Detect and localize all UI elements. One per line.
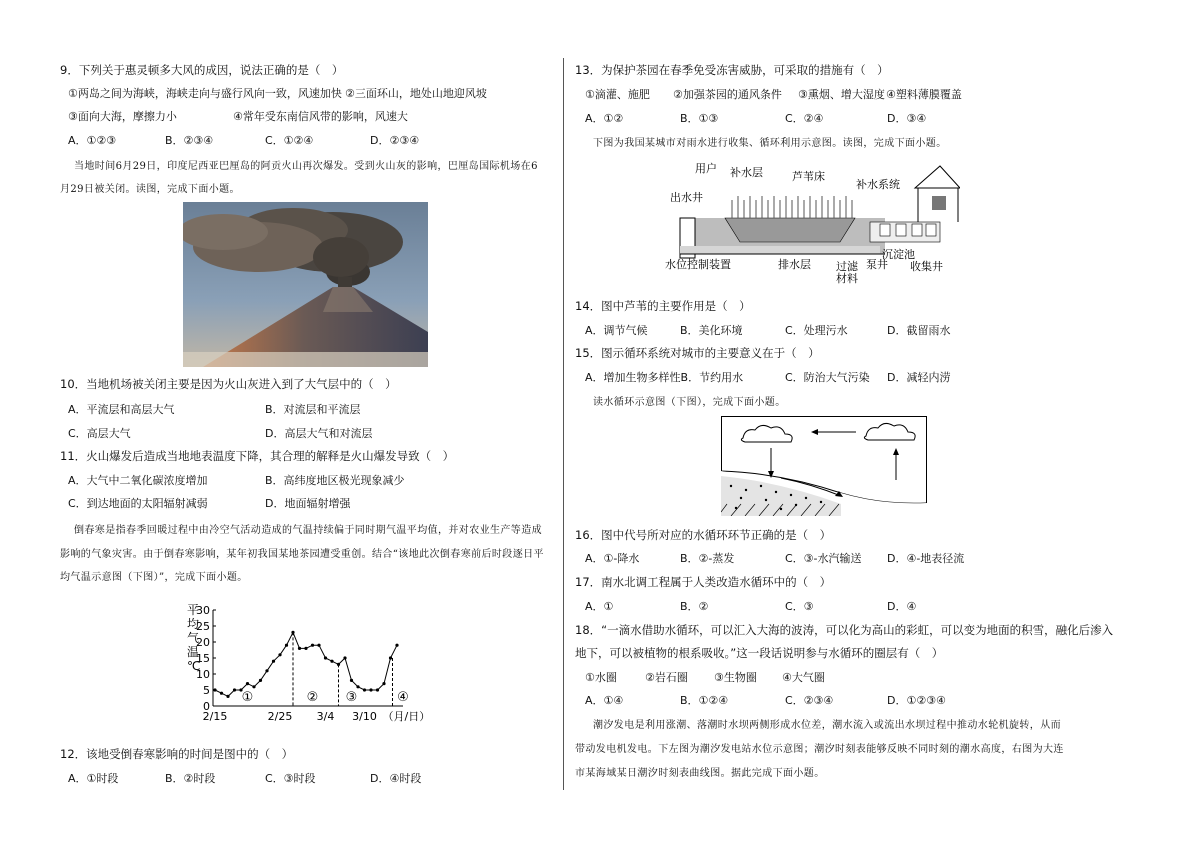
x-tick-label: 3/10 — [352, 710, 377, 723]
q9-option-d: D．②③④ — [370, 134, 420, 147]
q14-option-b: B．美化环境 — [680, 324, 743, 337]
q18-item-4: ④大气圈 — [782, 671, 825, 684]
q18-item-3: ③生物圈 — [714, 671, 757, 684]
data-point — [213, 688, 216, 691]
data-point — [389, 656, 392, 659]
q14-option-d: D．截留雨水 — [887, 324, 951, 337]
q13-item-2: ②加强茶园的通风条件 — [673, 88, 782, 101]
water-cycle-diagram — [721, 416, 927, 516]
q10-option-a: A．平流层和高层大气 — [68, 403, 175, 416]
q12-option-a: A．①时段 — [68, 772, 119, 785]
q17-stem: 17．南水北调工程属于人类改造水循环中的（ ） — [575, 575, 832, 589]
data-point — [356, 685, 359, 688]
q16-option-a: A．①-降水 — [585, 552, 640, 565]
data-point — [259, 679, 262, 682]
segment-label: ③ — [345, 690, 358, 705]
q15-stem: 15．图示循环系统对城市的主要意义在于（ ） — [575, 346, 820, 360]
diagram-label-user: 用户 — [695, 162, 717, 175]
q9-option-b: B．②③④ — [165, 134, 214, 147]
diagram-label-collection-well: 收集井 — [910, 260, 943, 273]
q13-option-c: C．②④ — [785, 112, 824, 125]
q16-option-b: B．②-蒸发 — [680, 552, 735, 565]
y-tick-label: 10 — [196, 668, 210, 681]
passage-tidal-line2: 带动发电机发电。下左图为潮汐发电站水位示意图；潮汐时刻表能够反映不同时刻的潮水高度，右图为大连 — [575, 744, 1064, 755]
q13-option-a: A．①② — [585, 112, 624, 125]
q18-option-c: C．②③④ — [785, 694, 834, 707]
diagram-label-filter: 过滤 — [836, 260, 858, 273]
q10-option-c: C．高层大气 — [68, 427, 131, 440]
q9-item-4: ④常年受东南信风带的影响，风速大 — [233, 110, 408, 123]
x-tick-label: 2/15 — [202, 710, 228, 723]
q11-option-d: D．地面辐射增强 — [265, 497, 351, 510]
q17-option-d: D．④ — [887, 600, 917, 613]
q18-stem-line2: 地下，可以被植物的根系吸收。”这一段话说明参与水循环的圈层有（ ） — [575, 646, 944, 660]
passage-rainwater: 下图为我国某城市对雨水进行收集、循环利用示意图。读图，完成下面小题。 — [593, 138, 947, 149]
q9-item-2: ②三面环山，地处山地迎风坡 — [345, 87, 487, 100]
q13-option-d: D．③④ — [887, 112, 927, 125]
q17-option-c: C．③ — [785, 600, 814, 613]
data-point — [278, 653, 281, 656]
y-axis-label-char: ℃ — [187, 659, 201, 673]
q9-item-3: ③面向大海，摩擦力小 — [68, 110, 177, 123]
x-tick-label: 3/4 — [316, 710, 335, 723]
diagram-label-reed-bed: 芦苇床 — [792, 170, 825, 183]
passage-volcano-line1: 当地时间6月29日，印度尼西亚巴厘岛的阿贡火山再次爆发。受到火山灰的影响，巴厘岛国际机场在6 — [74, 161, 538, 172]
q11-option-b: B．高纬度地区极光现象减少 — [265, 474, 405, 487]
q12-option-d: D．④时段 — [370, 772, 422, 785]
passage-cold-line3: 均气温示意图（下图）”，完成下面小题。 — [60, 572, 248, 583]
diagram-label-outlet-well: 出水井 — [670, 191, 703, 204]
data-point — [350, 679, 353, 682]
diagram-label-material: 材料 — [836, 272, 858, 285]
data-point — [382, 682, 385, 685]
q11-option-a: A．大气中二氧化碳浓度增加 — [68, 474, 208, 487]
q9-item-1: ①两岛之间为海峡，海峡走向与盛行风向一致，风速加快 — [68, 87, 342, 100]
q9-option-a: A．①②③ — [68, 134, 117, 147]
q10-option-d: D．高层大气和对流层 — [265, 427, 373, 440]
diagram-label-supply-layer: 补水层 — [730, 166, 763, 179]
q14-option-a: A．调节气候 — [585, 324, 648, 337]
data-point — [311, 644, 314, 647]
q13-stem: 13．为保护茶园在春季免受冻害威胁，可采取的措施有（ ） — [575, 63, 889, 77]
q13-item-4: ④塑料薄膜覆盖 — [886, 88, 962, 101]
y-axis-label-char: 温 — [187, 645, 200, 659]
q18-option-a: A．①④ — [585, 694, 624, 707]
diagram-label-supply-system: 补水系统 — [856, 178, 900, 191]
data-point — [324, 656, 327, 659]
q14-option-c: C．处理污水 — [785, 324, 848, 337]
data-point — [304, 647, 307, 650]
data-point — [395, 644, 398, 647]
data-point — [369, 688, 372, 691]
y-tick-label: 5 — [203, 684, 210, 697]
data-point — [291, 631, 294, 634]
q18-option-b: B．①②④ — [680, 694, 729, 707]
rainwater-cycle-diagram — [660, 158, 960, 288]
segment-label: ② — [306, 690, 319, 705]
passage-water-cycle: 读水循环示意图（下图），完成下面小题。 — [593, 397, 786, 408]
q12-option-b: B．②时段 — [165, 772, 216, 785]
data-point — [265, 669, 268, 672]
q11-stem: 11．火山爆发后造成当地地表温度下降，其合理的解释是火山爆发导致（ ） — [60, 449, 455, 463]
q12-stem: 12．该地受倒春寒影响的时间是图中的（ ） — [60, 747, 294, 761]
y-tick-label: 0 — [203, 700, 210, 713]
segment-label: ④ — [397, 690, 409, 705]
q9-option-c: C．①②④ — [265, 134, 314, 147]
x-tick-label: 2/25 — [267, 710, 293, 723]
diagram-label-pump-well: 泵井 — [866, 258, 888, 271]
x-axis-unit-label: （月/日） — [382, 710, 431, 723]
q15-option-c: C．防治大气污染 — [785, 371, 870, 384]
q18-item-2: ②岩石圈 — [645, 671, 688, 684]
q14-stem: 14．图中芦苇的主要作用是（ ） — [575, 299, 751, 313]
q13-option-b: B．①③ — [680, 112, 719, 125]
data-point — [337, 663, 340, 666]
q11-option-c: C．到达地面的太阳辐射减弱 — [68, 497, 208, 510]
y-axis-label-char: 气 — [187, 631, 200, 645]
q13-item-3: ③熏烟、增大湿度 — [798, 88, 885, 101]
data-point — [285, 644, 288, 647]
data-point — [363, 688, 366, 691]
y-tick-label: 15 — [196, 652, 210, 665]
data-point — [317, 644, 320, 647]
segment-label: ① — [241, 690, 254, 705]
data-point — [220, 692, 223, 695]
passage-tidal-line1: 潮汐发电是利用涨潮、落潮时水坝两侧形成水位差，潮水流入或流出水坝过程中推动水轮机旋转，从而 — [593, 720, 1061, 731]
q17-option-b: B．② — [680, 600, 709, 613]
diagram-label-drain-layer: 排水层 — [778, 258, 811, 271]
temperature-series-line — [215, 632, 397, 696]
y-axis-label-char: 平 — [187, 603, 200, 617]
data-point — [233, 688, 236, 691]
data-point — [298, 647, 301, 650]
passage-tidal-line3: 市某海域某日潮汐时刻表曲线图。据此完成下面小题。 — [575, 768, 825, 779]
data-point — [272, 660, 275, 663]
data-point — [330, 660, 333, 663]
q13-item-1: ①滴灌、施肥 — [585, 88, 650, 101]
q9-stem: 9．下列关于惠灵顿多大风的成因，说法正确的是（ ） — [60, 63, 344, 77]
diagram-label-settling-tank: 沉淀池 — [882, 248, 915, 261]
column-divider — [563, 58, 564, 790]
data-point — [252, 685, 255, 688]
q10-stem: 10．当地机场被关闭主要是因为火山灰进入到了大气层中的（ ） — [60, 377, 397, 391]
diagram-label-level-control: 水位控制装置 — [665, 258, 731, 271]
q10-option-b: B．对流层和平流层 — [265, 403, 361, 416]
q16-option-c: C．③-水汽输送 — [785, 552, 862, 565]
y-axis-label-char: 均 — [187, 617, 200, 631]
passage-cold-line1: 倒春寒是指春季回暖过程中由冷空气活动造成的气温持续偏于同时期气温平均值，并对农业生产等造成 — [74, 525, 542, 536]
y-tick-label: 30 — [196, 604, 210, 617]
data-point — [246, 682, 249, 685]
passage-volcano-line2: 月29日被关闭。读图，完成下面小题。 — [60, 184, 240, 195]
data-point — [226, 695, 229, 698]
y-tick-label: 25 — [196, 620, 210, 633]
q15-option-ab: A．增加生物多样性B．节约用水 — [585, 371, 744, 384]
q18-item-1: ①水圈 — [585, 671, 617, 684]
q18-option-d: D．①②③④ — [887, 694, 946, 707]
data-point — [343, 656, 346, 659]
volcano-photo — [183, 202, 428, 367]
q16-option-d: D．④-地表径流 — [887, 552, 965, 565]
q15-option-d: D．减轻内涝 — [887, 371, 951, 384]
q18-stem-line1: 18．“一滴水借助水循环，可以汇入大海的波涛，可以化为高山的彩虹，可以变为地面的积雪，融化后渗入 — [575, 623, 1114, 637]
q17-option-a: A．① — [585, 600, 614, 613]
y-tick-label: 20 — [196, 636, 210, 649]
q16-stem: 16．图中代号所对应的水循环环节正确的是（ ） — [575, 528, 832, 542]
temperature-chart — [185, 602, 505, 727]
data-point — [376, 688, 379, 691]
passage-cold-line2: 影响的气象灾害。由于倒春寒影响，某年初我国某地茶园遭受重创。结合“该地此次倒春寒前后时段逐日平 — [60, 549, 544, 560]
q12-option-c: C．③时段 — [265, 772, 316, 785]
